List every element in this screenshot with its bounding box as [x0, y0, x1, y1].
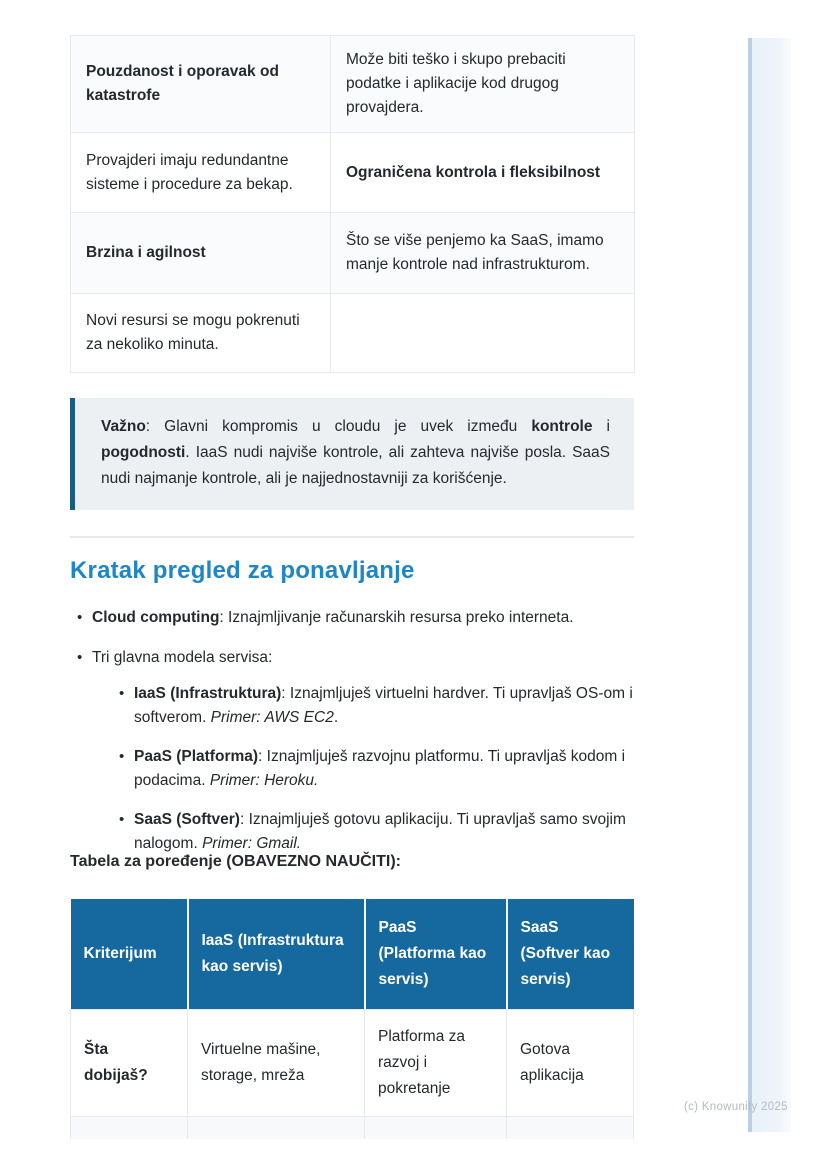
nested-list: [92, 682, 634, 856]
table-cell: Ograničena kontrola i fleksibilnost: [331, 133, 635, 213]
table-row: [71, 133, 635, 213]
nested-list-item: • IaaS (Infrastruktura): Iznajmljuješ virtuelni hardver. Ti upravljaš OS-om i softverom. Primer: AWS EC2.: [134, 682, 634, 730]
comparison-header-cell: SaaS (Softver kao servis): [507, 899, 634, 1009]
nested-list-item: • SaaS (Softver): Iznajmljuješ gotovu aplikaciju. Ti upravljaš samo svojim nalogom. Primer: Gmail.: [134, 808, 634, 856]
comparison-table-label: Tabela za poređenje (OBAVEZNO NAUČITI):: [70, 853, 401, 870]
scroll-indicator-bar[interactable]: [748, 38, 791, 1132]
nested-list-item: • PaaS (Platforma): Iznajmljuješ razvojnu platformu. Ti upravljaš kodom i podacima. Primer: Heroku.: [134, 745, 634, 793]
important-callout: [70, 398, 634, 510]
comparison-cell: Virtuelne mašine, storage, mreža: [188, 1009, 365, 1116]
comparison-header-row: [71, 899, 634, 1009]
pros-cons-table: [70, 35, 635, 373]
comparison-header-cell: Kriterijum: [71, 899, 188, 1009]
table-row: [71, 294, 635, 373]
table-cell: Može biti teško i skupo prebaciti podatke i aplikacije kod drugog provajdera.: [331, 36, 635, 133]
comparison-cell: Šta dobijaš?: [71, 1009, 188, 1116]
table-cell: Što se više penjemo ka SaaS, imamo manje kontrole nad infrastrukturom.: [331, 213, 635, 294]
comparison-row: [71, 1116, 634, 1139]
comparison-cell: [507, 1116, 634, 1139]
comparison-cell: [71, 1116, 188, 1139]
section-heading: Kratak pregled za ponavljanje: [70, 557, 415, 584]
table-row: [71, 213, 635, 294]
comparison-cell: Gotova aplikacija: [507, 1009, 634, 1116]
watermark: (c) Knowunity 2025: [684, 1101, 788, 1113]
comparison-header-cell: IaaS (Infrastruktura kao servis): [188, 899, 365, 1009]
comparison-cell: Platforma za razvoj i pokretanje: [365, 1009, 507, 1116]
table-row: [71, 36, 635, 133]
callout-text: Važno: Glavni kompromis u cloudu je uvek između kontrole i pogodnosti. IaaS nudi najviše kontrole, ali zahteva najviše posla. SaaS nudi najmanje kontrole, ali je najjednostavniji za korišćenje.: [101, 418, 610, 487]
table-cell: Novi resursi se mogu pokrenuti za nekoliko minuta.: [71, 294, 331, 373]
comparison-row: [71, 1009, 634, 1116]
comparison-table: [70, 899, 634, 1139]
table-cell: Pouzdanost i oporavak od katastrofe: [71, 36, 331, 133]
comparison-cell: [365, 1116, 507, 1139]
comparison-cell: [188, 1116, 365, 1139]
section-divider: [70, 536, 634, 538]
list-item: • Cloud computing: Iznajmljivanje računarskih resursa preko interneta.: [92, 606, 634, 630]
table-cell: Brzina i agilnost: [71, 213, 331, 294]
summary-list: [70, 606, 634, 872]
comparison-header-cell: PaaS (Platforma kao servis): [365, 899, 507, 1009]
table-cell: Provajderi imaju redundantne sisteme i procedure za bekap.: [71, 133, 331, 213]
list-item: • Tri glavna modela servisa: • IaaS (Infrastruktura): Iznajmljuješ virtuelni hardver. Ti upravljaš OS-om i softverom. Primer: AWS EC2. • PaaS (Platforma): Iznajmljuješ razvojnu platformu. Ti upravljaš kodom i podacima. Primer: Heroku. • SaaS (Softver): Iznajmljuješ gotovu aplikaciju. Ti upravljaš samo svojim nalogom. Primer: Gmail.: [92, 646, 634, 856]
table-cell: [331, 294, 635, 373]
